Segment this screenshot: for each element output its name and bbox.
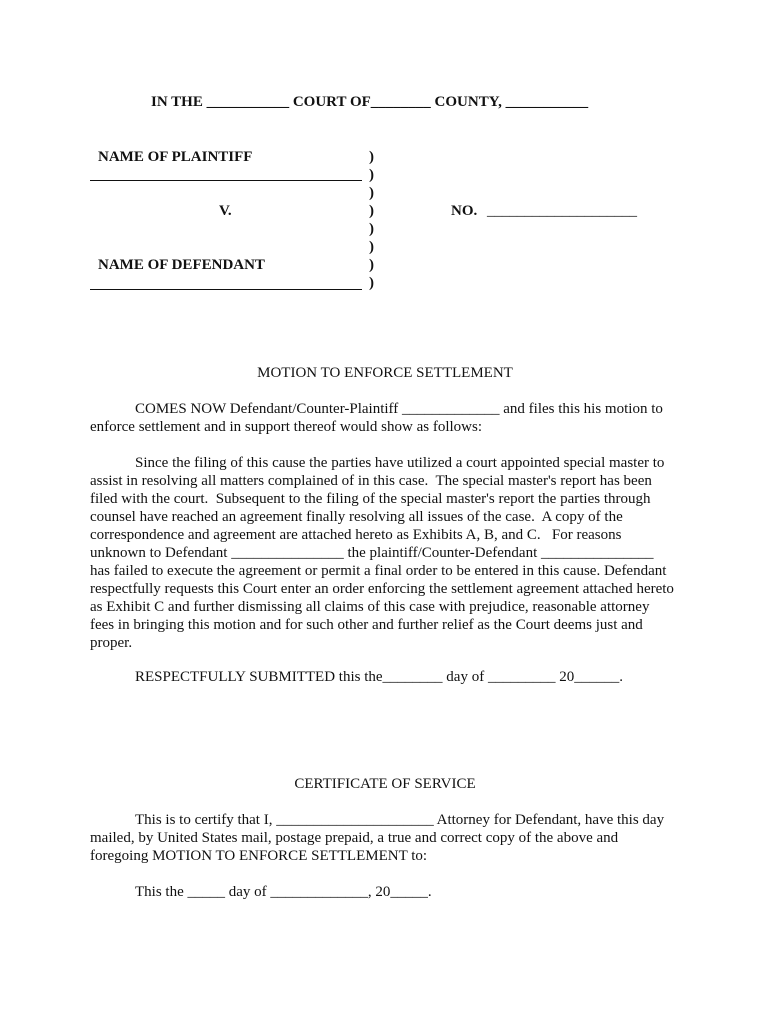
motion-para1-line1: COMES NOW Defendant/Counter-Plaintiff _____________ and files this his motion to [135, 401, 663, 417]
certificate-date-line: This the _____ day of _____________, 20_____. [135, 884, 432, 900]
court-header: IN THE ___________ COURT OF________ COUNTY, ___________ [151, 94, 589, 110]
caption-paren: ) [369, 257, 374, 273]
certificate-title: CERTIFICATE OF SERVICE [294, 776, 476, 792]
plaintiff-label: NAME OF PLAINTIFF [98, 149, 253, 165]
submitted-line: RESPECTFULLY SUBMITTED this the________ day of _________ 20______. [135, 669, 623, 685]
motion-para2-line: Since the filing of this cause the parties have utilized a court appointed special master to [135, 455, 665, 471]
motion-para2-line: correspondence and agreement are attached hereto as Exhibits A, B, and C. For reasons [90, 527, 622, 543]
motion-para2-line: has failed to execute the agreement or permit a final order to be entered in this cause. Defendant [90, 563, 667, 579]
motion-para2-line: proper. [90, 635, 133, 651]
certificate-line2: mailed, by United States mail, postage prepaid, a true and correct copy of the above and [90, 830, 619, 846]
motion-para2-line: unknown to Defendant _______________ the plaintiff/Counter-Defendant _______________ [90, 545, 654, 561]
motion-para2-line: assist in resolving all matters complained of in this case. The special master's report has been [90, 473, 652, 489]
motion-para2-line: counsel have reached an agreement finally resolving all issues of the case. A copy of the [90, 509, 623, 525]
motion-para2-line: fees in bringing this motion and for such other and further relief as the Court deems just and [90, 617, 643, 633]
certificate-line3: foregoing MOTION TO ENFORCE SETTLEMENT to: [90, 848, 428, 864]
plaintiff-line [90, 180, 362, 181]
caption-paren: ) [369, 167, 374, 183]
versus-label: V. [219, 203, 232, 219]
caption-paren: ) [369, 239, 374, 255]
motion-title: MOTION TO ENFORCE SETTLEMENT [257, 365, 513, 381]
caption-paren: ) [369, 275, 374, 291]
caption-paren: ) [369, 149, 374, 165]
case-number-blank: ____________________ [487, 203, 637, 219]
certificate-line1: This is to certify that I, _____________________ Attorney for Defendant, have this day [135, 812, 665, 828]
defendant-line [90, 289, 362, 290]
motion-para1-line2: enforce settlement and in support thereof would show as follows: [90, 419, 482, 435]
case-number-label: NO. [451, 203, 478, 219]
motion-para2-line: filed with the court. Subsequent to the filing of the special master's report the parties through [90, 491, 651, 507]
caption-paren: ) [369, 203, 374, 219]
defendant-label: NAME OF DEFENDANT [98, 257, 265, 273]
motion-para2-line: respectfully requests this Court enter an order enforcing the settlement agreement attached hereto [90, 581, 674, 597]
caption-paren: ) [369, 221, 374, 237]
caption-paren: ) [369, 185, 374, 201]
motion-para2-line: as Exhibit C and further dismissing all claims of this case with prejudice, reasonable attorney [90, 599, 650, 615]
